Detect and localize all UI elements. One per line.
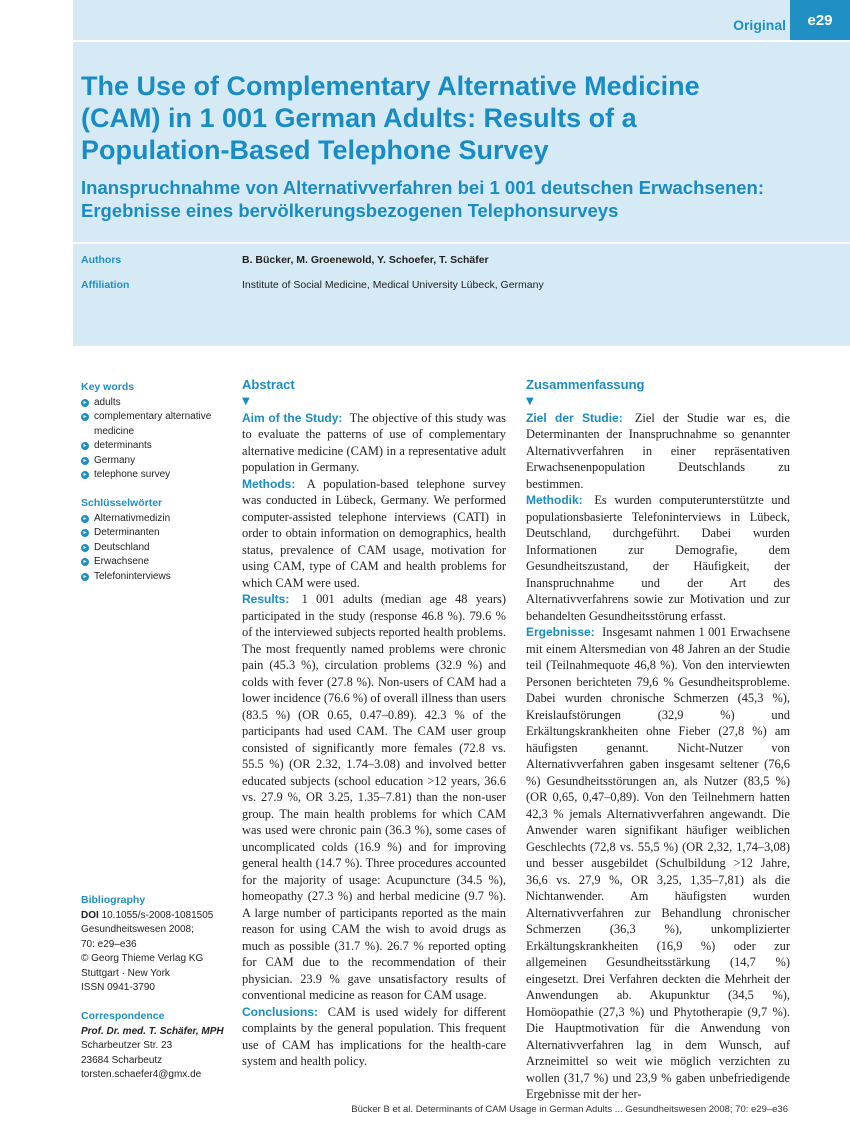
section-lead: Ergebnisse: <box>526 625 595 639</box>
header-band <box>73 0 850 346</box>
doi-line <box>81 909 231 924</box>
keyword-item <box>81 454 231 469</box>
abstract-column <box>242 377 506 1070</box>
triangle-down-icon: ▼ <box>526 395 534 407</box>
arrow-bullet-icon: ▸ <box>81 573 89 581</box>
section-text: The objective of this study was to evaluate the patterns of use of complementary alternative medicine (CAM) in a representative adult population in Germany. <box>242 410 507 474</box>
authors: B. Bücker, M. Groenewold, Y. Schoefer, T. Schäfer <box>242 254 489 266</box>
keyword-text: Alternativmedizin <box>94 512 171 524</box>
keyword-item <box>81 439 231 454</box>
abstract-section <box>242 591 506 1004</box>
keyword-item <box>81 541 231 556</box>
keyword-text: Germany <box>94 454 136 466</box>
section-label: Original <box>733 17 786 33</box>
keyword-item <box>81 526 231 541</box>
doi-value[interactable]: 10.1055/s-2008-1081505 <box>101 909 214 921</box>
correspondence-city: 23684 Scharbeutz <box>81 1054 163 1066</box>
schluesselwoerter-block <box>81 496 231 584</box>
section-text: 1 001 adults (median age 48 years) participated in the study (response 46.8 %). 79.6 % of the interviewed subjects reported health problems. The most frequently named problems were chronic pain (45.3 %), circulation problems (32.9 %) and colds with fever (27.8 %). Non-users of CAM had a lower incidence (76.6 %) of overall illness than users (83.5 %) (OR 0.65, 0.47–0.89). 42.3 % of the participants had used CAM. The CAM user group consisted of significantly more females (72.8 vs. 55.5 %) (OR 2.32, 1.74–3.08) and involved better educated subjects (school education >12 years, 36.6 vs. 27.9 %, OR 3.25, 1.35–7.81) than the non-user group. The main health problems for which CAM was used were chronic pain (36.3 %), some cases of uncomplicated colds (16.9 %) and for improving general health (14.7 %). Three procedures accounted for the majority of usage: Acupuncture (34.5 %), homeopathy (27.3 %) and herbal medicine (9.7 %). A large number of participants reported as the main reason for using CAM the wish to avoid drugs as much as possible (31.7 %). 26.7 % reported opting for CAM due to the recommendation of their physician. 23.9 % gave unsatisfactory results of conventional medicine as reason for CAM usage. <box>242 592 506 1002</box>
arrow-bullet-icon: ▸ <box>81 558 89 566</box>
page-number: e29 <box>790 0 850 40</box>
section-lead: Methodik: <box>526 493 583 507</box>
zusammenfassung-body <box>526 410 790 1103</box>
bibliography-block <box>81 893 231 996</box>
keyword-text: Determinanten <box>94 527 160 538</box>
abstract-body <box>242 410 506 1070</box>
page-footer: Bücker B et al. Determinants of CAM Usage in German Adults ... Gesundheitswesen 2008; 70: e29–e36 <box>351 1104 788 1115</box>
issn: ISSN 0941-3790 <box>81 982 155 993</box>
keyword-text: Telefoninterviews <box>94 570 171 582</box>
keywords-heading: Key words <box>81 381 135 393</box>
arrow-bullet-icon: ▸ <box>81 457 89 465</box>
schluesselwoerter-heading: Schlüsselwörter <box>81 497 163 509</box>
section-text: Es wurden computerunterstützte und populationsbasierte Telefoninterviews in Lübeck, Deutschland, durchgeführt. Dabei wurden Informationen zur Demografie, dem Gesundheitszustand, der Häufigkeit, der Inanspruchnahme und der Art des Alternativverfahrens sowie zur Motivation und zur behandelten Gesundheitsstörung erfasst. <box>526 493 790 623</box>
arrow-bullet-icon: ▸ <box>81 442 89 450</box>
section-text: Ziel der Studie war es, die Determinanten der Inanspruchnahme so genannter Alternativverfahren in einer repräsentativen Erwachsenenpopulation Deutschlands zu bestimmen. <box>526 410 790 491</box>
keyword-text: adults <box>94 396 121 408</box>
correspondence-email[interactable]: torsten.schaefer4@gmx.de <box>81 1069 202 1080</box>
abstract-section <box>242 1004 506 1070</box>
keyword-item <box>81 396 231 411</box>
keyword-text: telephone survey <box>94 469 171 480</box>
keyword-text: Erwachsene <box>94 556 150 567</box>
arrow-bullet-icon: ▸ <box>81 399 89 407</box>
arrow-bullet-icon: ▸ <box>81 544 89 552</box>
keyword-item <box>81 468 231 483</box>
meta-divider <box>73 242 850 244</box>
schluesselwoerter-list <box>81 512 231 585</box>
affiliation: Institute of Social Medicine, Medical University Lübeck, Germany <box>242 279 544 291</box>
abstract-section <box>242 410 506 476</box>
keywords-list <box>81 396 231 483</box>
section-text: Insgesamt nahmen 1 001 Erwachsene mit einem Altersmedian von 48 Jahren an der Studie teil (Teilnahmequote 46,8 %). Von den interviewten Personen berichteten 79,6 % Gesundheitsprobleme. Dabei wurden chronische Schmerzen (45,3 %), Kreislaufstörungen (32,9 %) und Erkältungskrankheiten ohne Fieber (27,8 %) am häufigsten genannt. Nicht-Nutzer von Alternativverfahren gaben insgesamt seltener (76,6 %) Gesundheitsstörungen an, als Nutzer (83,5 %) (OR 0,65, 0,47–0,89). Von den Teilnehmern hatten 42,3 % jemals Alternativverfahren angewandt. Die Anwender waren signifikant häufiger weiblichen Geschlechts (72,8 vs. 55,5 %) (OR 2,32, 1,74–3,08) und besser ausgebildet (Schulbildung >12 Jahre, 36,6 vs. 27,9 %, OR 3,25, 1,35–7,81) als die Nichtanwender. Am häufigsten wurden Alternativverfahren zur Behandlung chronischer Schmerzen (36,3 %), unkomplizierter Erkältungskrankheiten (16,9 %) oder zur allgemeinen Gesundheitsstärkung (14,7 %) eingesetzt. Drei Verfahren deckten die Mehrheit der Anwendungen ab. Akupunktur (34,5 %), Homöopathie (27,3 %) und Phytotherapie (9,7 %). Die Hauptmotivation für die Anwendung von Alternativverfahren lag in dem Wunsch, auf Arzneimittel so weit wie möglich verzichten zu wollen (31,7 %) und 23,9 % gaben unbefriedigende Ergebnisse mit der her- <box>526 625 790 1101</box>
zusammenfassung-section <box>526 492 790 624</box>
keyword-text: complementary alternative medicine <box>94 411 212 437</box>
section-lead: Ziel der Studie: <box>526 410 623 425</box>
section-lead: Methods: <box>242 476 296 491</box>
section-text: A population-based telephone survey was conducted in Lübeck, Germany. We performed computer-assisted telephone interviews (CATI) in order to obtain information on demographics, health status, prevalence of CAM usage, motivation for using CAM, type of CAM and health problems for which CAM were used. <box>242 476 506 590</box>
keyword-item <box>81 570 231 585</box>
keyword-item <box>81 410 231 439</box>
article-subtitle: Inanspruchnahme von Alternativverfahren bei 1 001 deutschen Erwachsenen: Ergebnisse eines bervölkerungsbezogenen Telephonsurveys <box>81 177 765 221</box>
zusammenfassung-section <box>526 624 790 1103</box>
zusammenfassung-section <box>526 410 790 493</box>
arrow-bullet-icon: ▸ <box>81 515 89 523</box>
section-text: CAM is used widely for different complaints by the general population. This frequent use of CAM has implications for the health-care system and health policy. <box>242 1004 506 1068</box>
correspondence-street: Scharbeutzer Str. 23 <box>81 1040 173 1051</box>
header-divider <box>73 40 850 42</box>
keyword-item <box>81 512 231 527</box>
keyword-text: Deutschland <box>94 541 150 553</box>
publisher-city: Stuttgart · New York <box>81 967 170 979</box>
keywords-block <box>81 380 231 483</box>
affiliation-label: Affiliation <box>81 279 130 291</box>
section-lead: Conclusions: <box>242 1004 319 1019</box>
correspondence-name: Prof. Dr. med. T. Schäfer, MPH <box>81 1025 224 1037</box>
keyword-item <box>81 555 231 570</box>
publisher: © Georg Thieme Verlag KG <box>81 953 204 964</box>
keyword-text: determinants <box>94 440 152 451</box>
section-lead: Results: <box>242 592 290 606</box>
abstract-heading: Abstract <box>242 377 295 392</box>
zusammenfassung-heading: Zusammenfassung <box>526 377 645 392</box>
authors-label: Authors <box>81 254 122 266</box>
journal: Gesundheitswesen 2008; <box>81 924 194 935</box>
correspondence-heading: Correspondence <box>81 1010 165 1022</box>
abstract-section <box>242 476 506 592</box>
section-lead: Aim of the Study: <box>242 410 343 425</box>
arrow-bullet-icon: ▸ <box>81 529 89 537</box>
top-bar <box>73 0 850 40</box>
volume: 70: e29–e36 <box>81 938 137 950</box>
arrow-bullet-icon: ▸ <box>81 413 89 421</box>
doi-label: DOI <box>81 909 99 921</box>
triangle-down-icon: ▼ <box>242 395 250 407</box>
arrow-bullet-icon: ▸ <box>81 471 89 479</box>
zusammenfassung-column <box>526 377 790 1103</box>
article-title: The Use of Complementary Alternative Medicine (CAM) in 1 001 German Adults: Results of a Population-Based Telephone Survey <box>81 71 700 165</box>
bibliography-heading: Bibliography <box>81 894 146 906</box>
correspondence-block <box>81 1009 231 1083</box>
